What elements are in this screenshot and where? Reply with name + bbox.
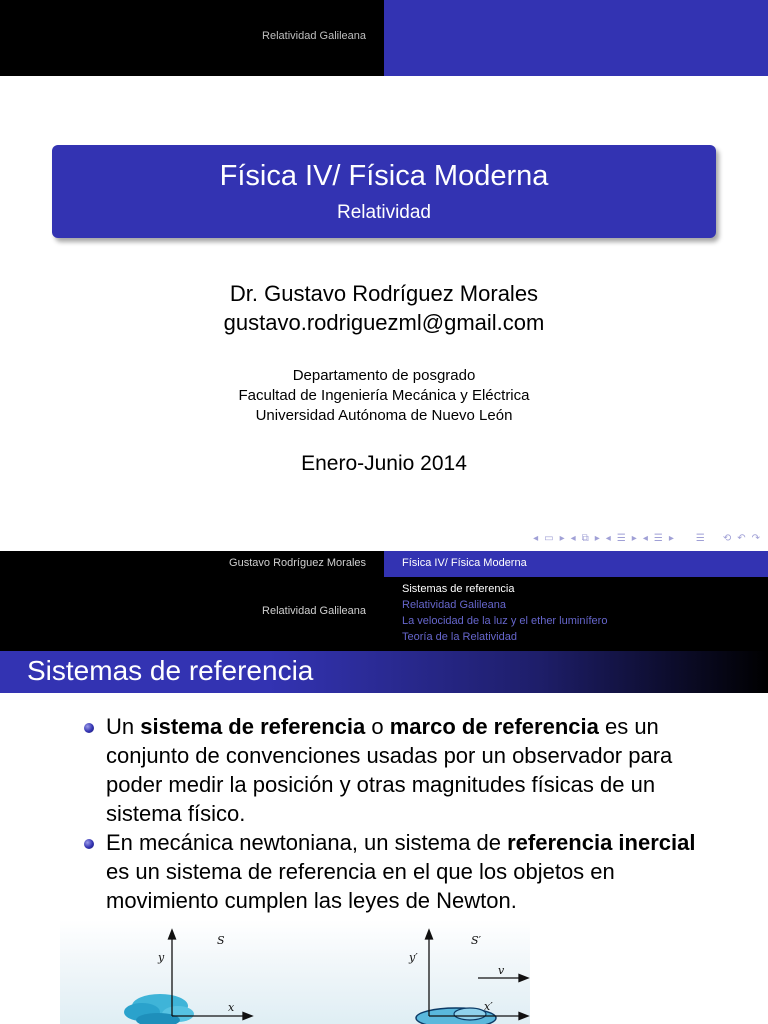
bullet-item — [82, 828, 722, 915]
nav-section-icon[interactable]: ☰ — [653, 533, 663, 544]
nav-left-arrow-icon[interactable]: ◂ — [533, 533, 539, 544]
title-block — [52, 145, 716, 238]
nav-back-icon[interactable]: ↶ — [737, 533, 746, 544]
axis-x-label: x — [228, 1001, 235, 1014]
axis-y-label: y — [158, 951, 165, 964]
reference-frames-figure — [60, 920, 530, 1024]
nav-search-icon[interactable]: ⟲ — [722, 533, 732, 544]
nav-doc-icon[interactable]: ☰ — [695, 533, 705, 544]
nav-left-arrow-icon[interactable]: ◂ — [605, 533, 611, 544]
header-left-panel — [0, 0, 384, 76]
toc-item[interactable]: La velocidad de la luz y el ether luminífero — [402, 615, 608, 627]
frame-title-bar — [0, 651, 768, 693]
bullet-text: Un — [106, 714, 141, 739]
nav-right-arrow-icon[interactable]: ▸ — [668, 533, 674, 544]
toc-item-active[interactable]: Sistemas de referencia — [402, 583, 515, 595]
bullet-bold-term: referencia inercial — [507, 830, 696, 855]
header-author: Gustavo Rodríguez Morales — [229, 557, 366, 569]
bullet-text: es un conjunto de convenciones usadas por un observador para poder medir la posición y otras magnitudes físicas de un sistema físico. — [106, 714, 673, 826]
bullet-text: es un sistema de referencia en el que los objetos en movimiento cumplen las leyes de Newton. — [106, 859, 615, 913]
table-of-contents — [402, 581, 607, 645]
institute-line: Universidad Autónoma de Nuevo León — [255, 407, 513, 424]
author-name: Dr. Gustavo Rodríguez Morales — [229, 281, 539, 306]
slide1-header — [0, 0, 768, 76]
nav-right-arrow-icon[interactable]: ▸ — [631, 533, 637, 544]
presentation-title: Física IV/ Física Moderna — [219, 160, 549, 192]
presentation-subtitle: Relatividad — [337, 202, 431, 223]
nav-forward-icon[interactable]: ↷ — [751, 533, 760, 544]
institute-block — [0, 366, 768, 426]
frame-s-label: S — [217, 934, 225, 947]
bullet-text: En mecánica newtoniana, un sistema de — [106, 830, 508, 855]
toc-item[interactable]: Teoría de la Relatividad — [402, 631, 517, 643]
axis-y-prime-label: y′ — [409, 951, 418, 964]
bullet-text: o — [365, 714, 390, 739]
bullet-ball-icon — [84, 839, 94, 849]
header-right-panel — [384, 0, 768, 76]
author-email[interactable]: gustavo.rodriguezml@gmail.com — [223, 310, 545, 335]
palm-tree-illustration — [124, 994, 194, 1024]
nav-left-arrow-icon[interactable]: ◂ — [570, 533, 576, 544]
reference-frames-diagram — [60, 920, 530, 1024]
author-block — [0, 279, 768, 337]
nav-left-arrow-icon[interactable]: ◂ — [642, 533, 648, 544]
nav-section-icon[interactable]: ☰ — [616, 533, 626, 544]
slide2-header — [0, 551, 768, 651]
beamer-navigation-bar — [533, 532, 760, 546]
nav-frame-icon[interactable]: ▭ — [544, 533, 554, 544]
nav-right-arrow-icon[interactable]: ▸ — [594, 533, 600, 544]
velocity-label: v — [498, 964, 505, 977]
header-section-name: Relatividad Galileana — [262, 605, 366, 617]
axis-x-prime-label: x′ — [484, 1000, 493, 1013]
header-left-panel — [0, 551, 384, 651]
bullet-bold-term: marco de referencia — [389, 714, 599, 739]
institute-line: Facultad de Ingeniería Mecánica y Eléctrica — [238, 387, 530, 404]
bullet-list — [82, 712, 722, 915]
nav-subsection-icon[interactable]: ⧉ — [581, 533, 589, 544]
header-presentation-title: Física IV/ Física Moderna — [402, 557, 527, 569]
frame-title: Sistemas de referencia — [27, 655, 314, 686]
bullet-ball-icon — [84, 723, 94, 733]
nav-right-arrow-icon[interactable]: ▸ — [559, 533, 565, 544]
presentation-date: Enero-Junio 2014 — [301, 452, 467, 475]
bullet-item — [82, 712, 722, 828]
bullet-bold-term: sistema de referencia — [140, 714, 366, 739]
frame-s-prime-label: S′ — [471, 934, 482, 947]
toc-item[interactable]: Relatividad Galileana — [402, 599, 506, 611]
header-section-name: Relatividad Galileana — [262, 30, 366, 42]
institute-line: Departamento de posgrado — [292, 367, 476, 384]
